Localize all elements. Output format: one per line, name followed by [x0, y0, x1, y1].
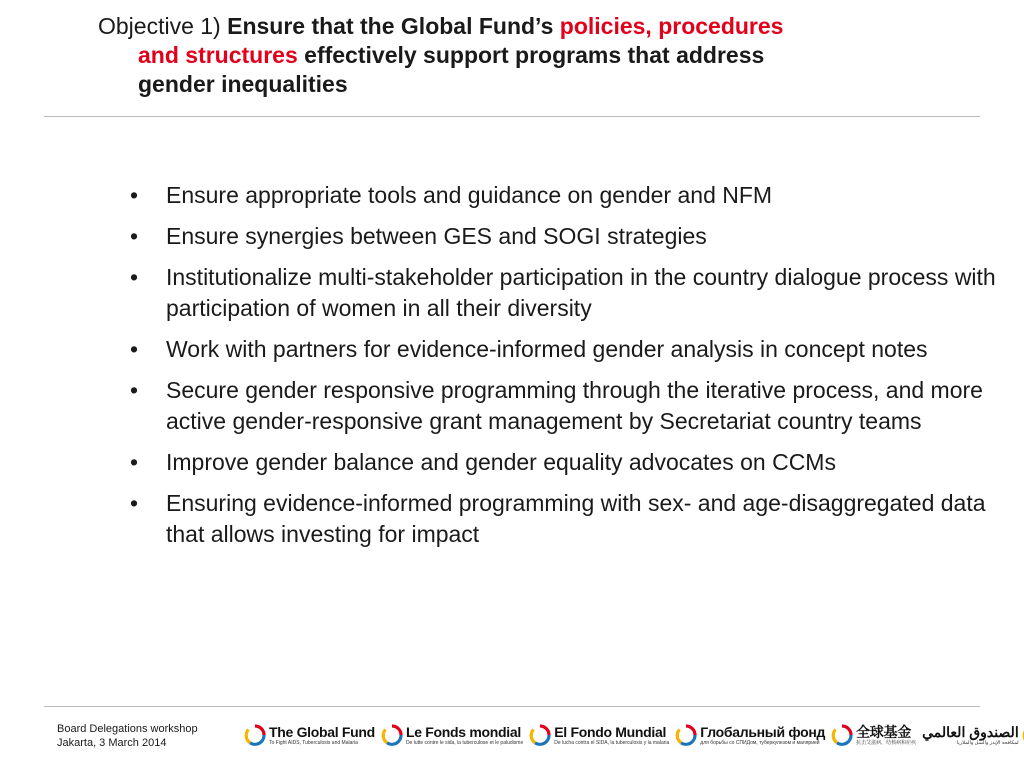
logo-tagline: De lutte contre le sida, la tuberculose et le paludisme — [405, 739, 524, 746]
bullet-item — [130, 262, 1010, 324]
bullet-text: Work with partners for evidence-informed gender analysis in concept notes — [166, 336, 928, 362]
title-line-3: gender inequalities — [138, 71, 348, 97]
logo-tagline: لمكافحة الإيدز والسل والملاريا — [956, 739, 1019, 746]
bullet-item — [130, 334, 1010, 365]
logo-tagline: 抗击艾滋病、结核病和疟疾 — [856, 739, 917, 746]
footer-divider — [44, 706, 980, 707]
logo-chinese — [831, 724, 916, 747]
bullet-marker: • — [130, 264, 139, 290]
logo-english — [244, 724, 375, 747]
logo-name: 全球基金 — [856, 723, 911, 740]
logo-french — [381, 724, 523, 747]
global-fund-swirl-icon — [381, 724, 403, 746]
footer-date: Jakarta, 3 March 2014 — [57, 737, 167, 749]
bullet-item — [130, 447, 1010, 478]
bullet-text: Ensure synergies between GES and SOGI strategies — [166, 223, 707, 249]
logo-russian — [675, 724, 825, 747]
footer-event: Board Delegations workshop — [57, 723, 198, 735]
bullet-marker: • — [130, 377, 139, 403]
bullet-text: Improve gender balance and gender equality advocates on CCMs — [166, 449, 836, 475]
title-red-2: and structures — [138, 42, 298, 68]
slide-title — [98, 12, 978, 99]
logo-name: The Global Fund — [269, 723, 375, 740]
title-divider — [44, 116, 980, 117]
bullet-item — [130, 375, 1010, 437]
bullet-text: Institutionalize multi-stakeholder participation in the country dialogue process with participation of women in all their diversity — [166, 264, 996, 321]
bullet-marker: • — [130, 336, 139, 362]
global-fund-swirl-icon — [529, 724, 551, 746]
logo-arabic — [922, 724, 1024, 747]
bullet-item — [130, 221, 1010, 252]
logo-name: Le Fonds mondial — [405, 723, 521, 740]
title-line-1 — [98, 12, 978, 41]
logo-spanish — [529, 724, 669, 747]
title-bold-1: Ensure that the Global Fund’s — [227, 13, 560, 39]
logo-name: Глобальный фонд — [700, 723, 826, 740]
bullet-marker: • — [130, 223, 139, 249]
bullet-item — [130, 180, 1010, 211]
bullet-marker: • — [130, 490, 139, 516]
bullet-text: Ensure appropriate tools and guidance on gender and NFM — [166, 182, 773, 208]
logo-tagline: для борьбы со СПИДом, туберкулезом и малярией — [700, 739, 820, 746]
logo-name: El Fondo Mundial — [554, 723, 667, 740]
title-red-1: policies, procedures — [559, 13, 784, 39]
title-bold-2: effectively support programs that address — [297, 42, 765, 68]
bullet-item — [130, 488, 1010, 550]
logo-tagline: To Fight AIDS, Tuberculosis and Malaria — [269, 739, 358, 746]
logo-tagline: De lucha contra el SIDA, la tuberculosis y la malaria — [554, 739, 670, 746]
global-fund-swirl-icon — [675, 724, 697, 746]
bullet-marker: • — [130, 182, 139, 208]
footer-caption — [57, 722, 198, 750]
title-line-2 — [98, 41, 978, 70]
bullet-text: Ensuring evidence-informed programming with sex- and age-disaggregated data that allows investing for impact — [166, 490, 986, 547]
bullet-list — [130, 180, 1010, 560]
logo-name: الصندوق العالمي — [922, 723, 1019, 740]
title-prefix: Objective 1) — [98, 13, 228, 39]
global-fund-logo-strip — [244, 718, 1019, 752]
global-fund-swirl-icon — [831, 724, 853, 746]
global-fund-swirl-icon — [244, 724, 266, 746]
bullet-marker: • — [130, 449, 139, 475]
bullet-text: Secure gender responsive programming through the iterative process, and more active gender-responsive grant management by Secretariat country teams — [166, 377, 983, 434]
